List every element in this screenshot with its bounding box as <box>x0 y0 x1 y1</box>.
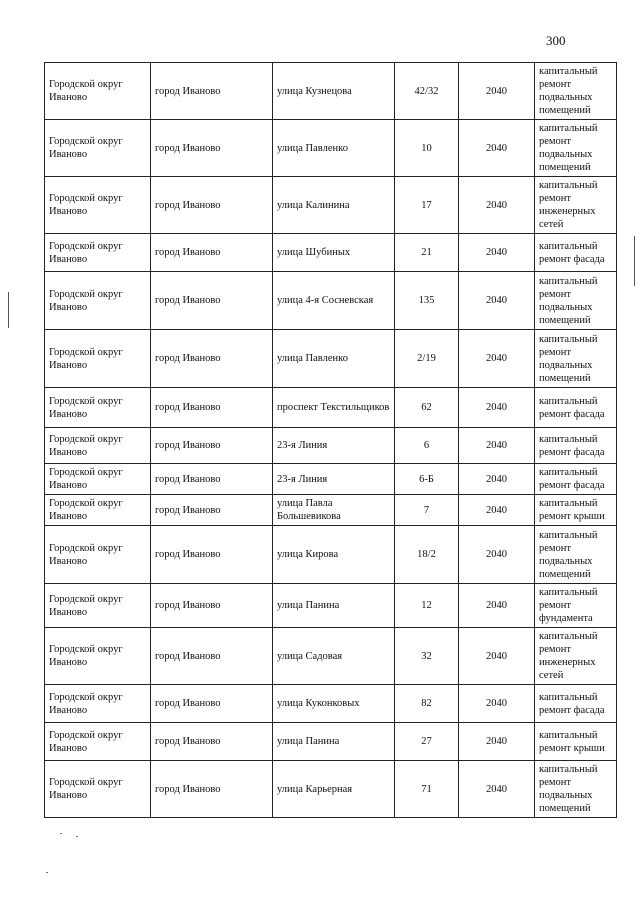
settlement-cell: город Иваново <box>151 234 273 272</box>
settlement-cell: город Иваново <box>151 685 273 723</box>
table-row <box>45 428 617 464</box>
table-row <box>45 330 617 388</box>
house-number-cell: 7 <box>395 495 459 526</box>
house-number-cell: 42/32 <box>395 63 459 120</box>
street-cell: улица Карьерная <box>273 761 395 818</box>
municipality-cell: Городской округ Иваново <box>45 330 151 388</box>
street-cell: улица Павленко <box>273 330 395 388</box>
repair-schedule-table <box>44 62 617 818</box>
street-cell: улица Кузнецова <box>273 63 395 120</box>
settlement-cell: город Иваново <box>151 63 273 120</box>
work-type-cell: капитальный ремонт фасада <box>535 428 617 464</box>
settlement-cell: город Иваново <box>151 428 273 464</box>
table-row <box>45 234 617 272</box>
municipality-cell: Городской округ Иваново <box>45 388 151 428</box>
year-cell: 2040 <box>459 234 535 272</box>
municipality-cell: Городской округ Иваново <box>45 495 151 526</box>
year-cell: 2040 <box>459 330 535 388</box>
municipality-cell: Городской округ Иваново <box>45 234 151 272</box>
house-number-cell: 27 <box>395 723 459 761</box>
settlement-cell: город Иваново <box>151 526 273 584</box>
table-row <box>45 723 617 761</box>
house-number-cell: 6-Б <box>395 464 459 495</box>
table-row <box>45 120 617 177</box>
street-cell: улица Садовая <box>273 628 395 685</box>
table-row <box>45 272 617 330</box>
settlement-cell: город Иваново <box>151 120 273 177</box>
municipality-cell: Городской округ Иваново <box>45 428 151 464</box>
year-cell: 2040 <box>459 120 535 177</box>
scan-speck <box>46 872 48 873</box>
table-row <box>45 685 617 723</box>
house-number-cell: 82 <box>395 685 459 723</box>
street-cell: улица Павленко <box>273 120 395 177</box>
page-number: 300 <box>546 33 566 48</box>
year-cell: 2040 <box>459 272 535 330</box>
house-number-cell: 62 <box>395 388 459 428</box>
house-number-cell: 2/19 <box>395 330 459 388</box>
house-number-cell: 10 <box>395 120 459 177</box>
house-number-cell: 135 <box>395 272 459 330</box>
year-cell: 2040 <box>459 628 535 685</box>
municipality-cell: Городской округ Иваново <box>45 120 151 177</box>
work-type-cell: капитальный ремонт инженерных сетей <box>535 177 617 234</box>
work-type-cell: капитальный ремонт крыши <box>535 723 617 761</box>
municipality-cell: Городской округ Иваново <box>45 272 151 330</box>
work-type-cell: капитальный ремонт подвальных помещений <box>535 272 617 330</box>
municipality-cell: Городской округ Иваново <box>45 685 151 723</box>
house-number-cell: 6 <box>395 428 459 464</box>
year-cell: 2040 <box>459 526 535 584</box>
municipality-cell: Городской округ Иваново <box>45 628 151 685</box>
year-cell: 2040 <box>459 428 535 464</box>
settlement-cell: город Иваново <box>151 388 273 428</box>
settlement-cell: город Иваново <box>151 272 273 330</box>
table-row <box>45 464 617 495</box>
work-type-cell: капитальный ремонт фасада <box>535 685 617 723</box>
house-number-cell: 17 <box>395 177 459 234</box>
house-number-cell: 12 <box>395 584 459 628</box>
street-cell: улица Панина <box>273 584 395 628</box>
street-cell: улица Калинина <box>273 177 395 234</box>
street-cell: улица Куконковых <box>273 685 395 723</box>
street-cell: улица Шубиных <box>273 234 395 272</box>
year-cell: 2040 <box>459 685 535 723</box>
settlement-cell: город Иваново <box>151 628 273 685</box>
year-cell: 2040 <box>459 584 535 628</box>
table-row <box>45 584 617 628</box>
work-type-cell: капитальный ремонт фасада <box>535 388 617 428</box>
work-type-cell: капитальный ремонт подвальных помещений <box>535 761 617 818</box>
municipality-cell: Городской округ Иваново <box>45 63 151 120</box>
house-number-cell: 18/2 <box>395 526 459 584</box>
scan-speck <box>60 833 62 834</box>
municipality-cell: Городской округ Иваново <box>45 761 151 818</box>
settlement-cell: город Иваново <box>151 761 273 818</box>
settlement-cell: город Иваново <box>151 464 273 495</box>
scan-speck <box>76 836 78 837</box>
scan-edge-line <box>634 236 635 286</box>
work-type-cell: капитальный ремонт подвальных помещений <box>535 526 617 584</box>
scan-margin-line <box>8 292 9 328</box>
municipality-cell: Городской округ Иваново <box>45 177 151 234</box>
table-row <box>45 495 617 526</box>
settlement-cell: город Иваново <box>151 723 273 761</box>
street-cell: улица Павла Большевикова <box>273 495 395 526</box>
settlement-cell: город Иваново <box>151 330 273 388</box>
street-cell: 23-я Линия <box>273 428 395 464</box>
year-cell: 2040 <box>459 177 535 234</box>
work-type-cell: капитальный ремонт крыши <box>535 495 617 526</box>
table-row <box>45 526 617 584</box>
settlement-cell: город Иваново <box>151 495 273 526</box>
work-type-cell: капитальный ремонт фасада <box>535 234 617 272</box>
street-cell: улица Кирова <box>273 526 395 584</box>
table-row <box>45 761 617 818</box>
street-cell: улица 4-я Сосневская <box>273 272 395 330</box>
table-row <box>45 628 617 685</box>
municipality-cell: Городской округ Иваново <box>45 464 151 495</box>
street-cell: улица Панина <box>273 723 395 761</box>
table-row <box>45 177 617 234</box>
work-type-cell: капитальный ремонт подвальных помещений <box>535 120 617 177</box>
municipality-cell: Городской округ Иваново <box>45 526 151 584</box>
year-cell: 2040 <box>459 464 535 495</box>
table-row <box>45 388 617 428</box>
work-type-cell: капитальный ремонт фундамента <box>535 584 617 628</box>
settlement-cell: город Иваново <box>151 584 273 628</box>
year-cell: 2040 <box>459 63 535 120</box>
year-cell: 2040 <box>459 723 535 761</box>
municipality-cell: Городской округ Иваново <box>45 584 151 628</box>
year-cell: 2040 <box>459 761 535 818</box>
settlement-cell: город Иваново <box>151 177 273 234</box>
work-type-cell: капитальный ремонт фасада <box>535 464 617 495</box>
table-body <box>45 63 617 818</box>
year-cell: 2040 <box>459 388 535 428</box>
street-cell: проспект Текстильщиков <box>273 388 395 428</box>
street-cell: 23-я Линия <box>273 464 395 495</box>
work-type-cell: капитальный ремонт подвальных помещений <box>535 63 617 120</box>
table-row <box>45 63 617 120</box>
year-cell: 2040 <box>459 495 535 526</box>
municipality-cell: Городской округ Иваново <box>45 723 151 761</box>
house-number-cell: 71 <box>395 761 459 818</box>
work-type-cell: капитальный ремонт инженерных сетей <box>535 628 617 685</box>
house-number-cell: 21 <box>395 234 459 272</box>
work-type-cell: капитальный ремонт подвальных помещений <box>535 330 617 388</box>
house-number-cell: 32 <box>395 628 459 685</box>
